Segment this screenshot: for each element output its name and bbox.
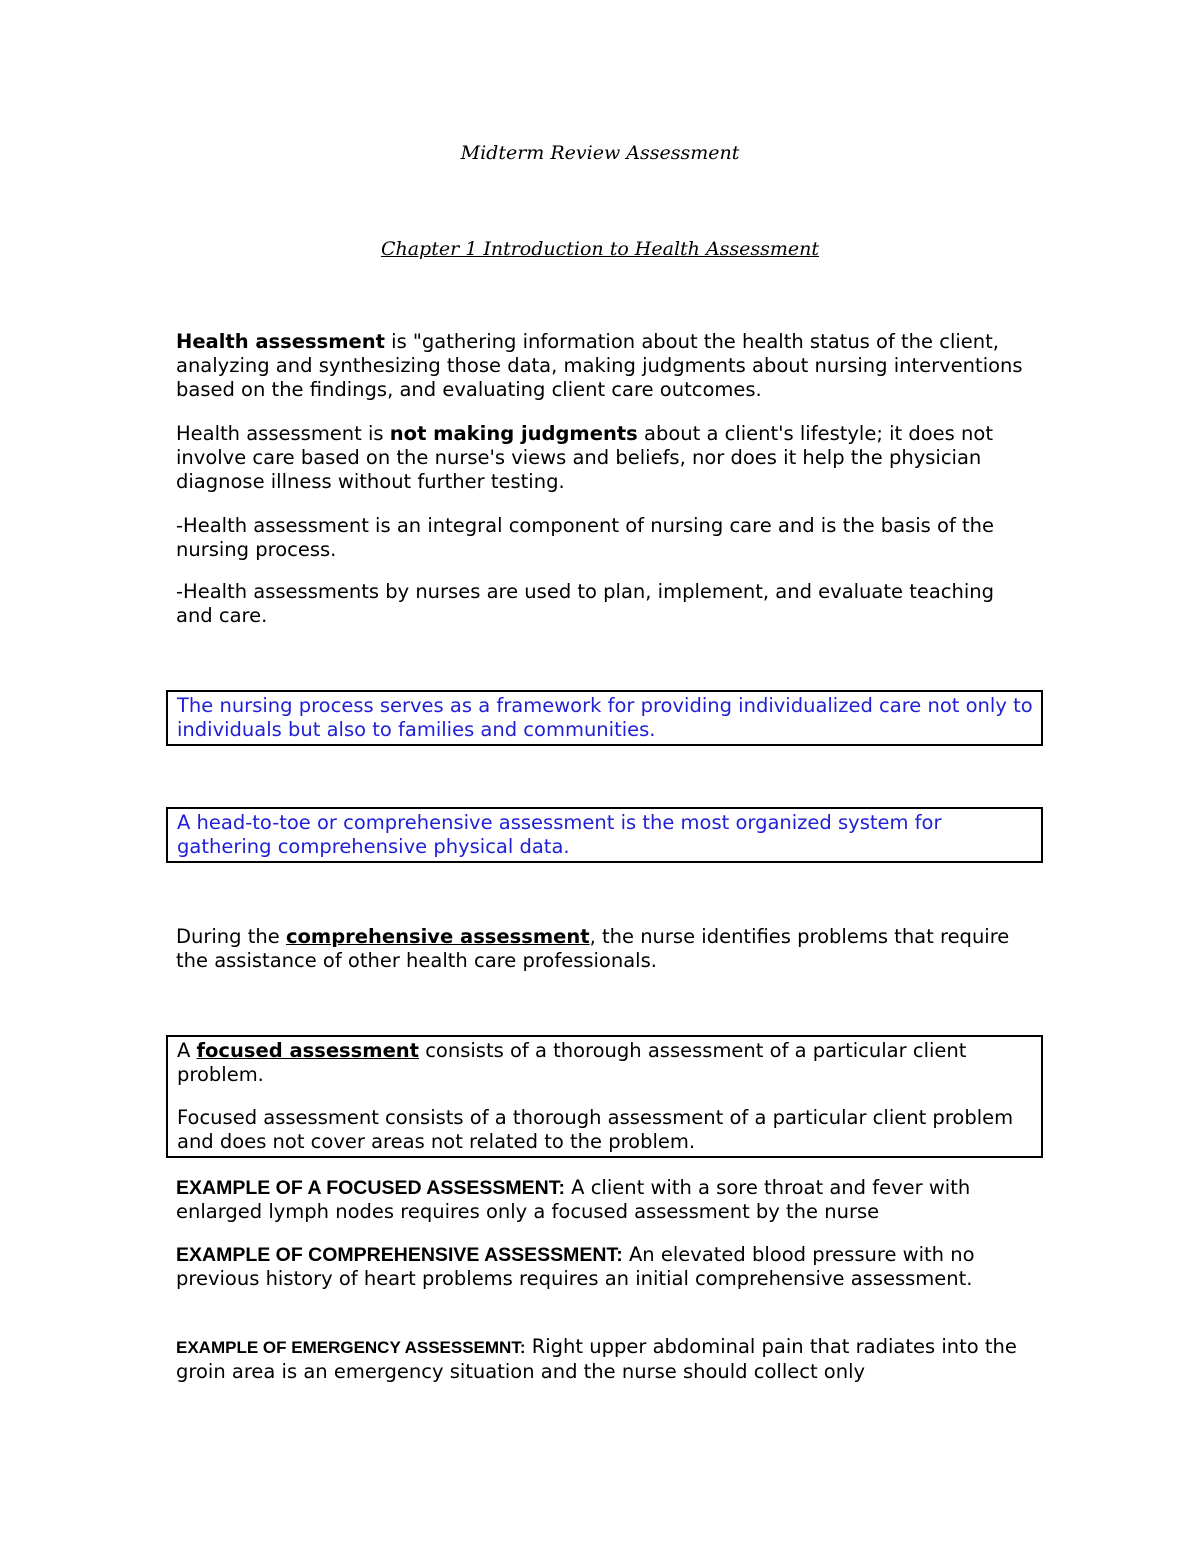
- not-judgments-text: about a client's lifestyle; it does not involve care based on the nurse's views and beliefs, nor does it help the physician diagnose illness without further testing.: [176, 422, 993, 493]
- example-comprehensive-label: EXAMPLE OF COMPREHENSIVE ASSESSMENT:: [176, 1244, 623, 1266]
- bullet-integral-component: -Health assessment is an integral component of nursing care and is the basis of the nursing process.: [176, 514, 995, 561]
- comprehensive-text: , the nurse identifies problems that require the assistance of other health care professionals.: [176, 925, 1010, 972]
- example-emergency-label: EXAMPLE OF EMERGENCY ASSESSEMNT:: [176, 1338, 526, 1357]
- example-comprehensive: [176, 1243, 1036, 1291]
- focused-text: consists of a thorough assessment of a particular client problem.: [177, 1039, 967, 1086]
- example-emergency: [176, 1335, 1036, 1384]
- head-to-toe-text: A head-to-toe or comprehensive assessment is the most organized system for gathering comprehensive physical data.: [177, 811, 942, 858]
- head-to-toe-box: [166, 807, 1043, 863]
- nursing-process-box: [166, 690, 1043, 746]
- not-judgments-lead: Health assessment is: [176, 422, 390, 445]
- comprehensive-lead: During the: [176, 925, 286, 948]
- focused-term: focused assessment: [196, 1039, 420, 1062]
- example-focused: [176, 1176, 1036, 1224]
- definition-text: is "gathering information about the health status of the client, analyzing and synthesizing those data, making judgments about nursing interventions based on the findings, and evaluating client care outcomes.: [176, 330, 1023, 401]
- focused-lead: A: [177, 1039, 197, 1062]
- not-judgments-emphasis: not making judgments: [389, 422, 638, 445]
- comprehensive-paragraph: [176, 925, 1036, 973]
- bullet-plan-implement: -Health assessments by nurses are used to plan, implement, and evaluate teaching and care.: [176, 580, 995, 627]
- definition-term: Health assessment: [176, 330, 385, 353]
- example-focused-label: EXAMPLE OF A FOCUSED ASSESSMENT:: [176, 1177, 565, 1199]
- nursing-process-text: The nursing process serves as a framework for providing individualized care not only to individuals but also to families and communities.: [177, 694, 1033, 741]
- example-emergency-text: Right upper abdominal pain that radiates into the groin area is an emergency situation and the nurse should collect only: [176, 1335, 1017, 1383]
- chapter-title: Chapter 1 Introduction to Health Assessment: [380, 238, 820, 260]
- comprehensive-term: comprehensive assessment: [285, 925, 590, 948]
- not-judgments-paragraph: [176, 422, 1036, 494]
- document-title: Midterm Review Assessment: [460, 142, 740, 164]
- definition-paragraph: [176, 330, 1036, 402]
- focused-assessment-box: [166, 1035, 1043, 1158]
- example-focused-text: A client with a sore throat and fever with enlarged lymph nodes requires only a focused assessment by the nurse: [176, 1176, 971, 1223]
- focused-second-text: Focused assessment consists of a thorough assessment of a particular client problem and does not cover areas not related to the problem.: [177, 1106, 1014, 1153]
- example-comprehensive-text: An elevated blood pressure with no previous history of heart problems requires an initial comprehensive assessment.: [176, 1243, 975, 1290]
- focused-definition: [177, 1039, 1033, 1087]
